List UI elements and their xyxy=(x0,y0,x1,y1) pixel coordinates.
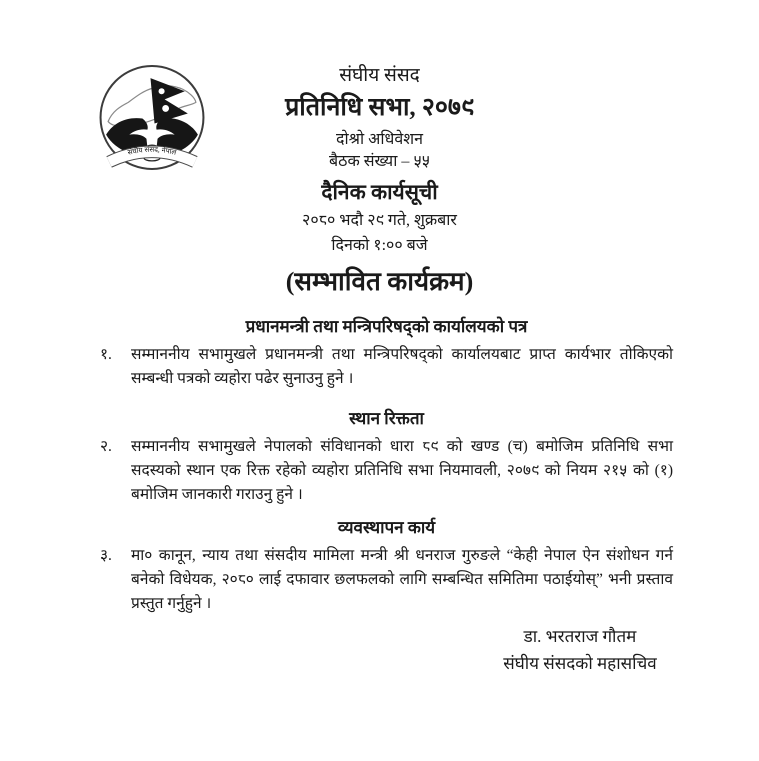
parliament-emblem-icon xyxy=(98,61,206,174)
meeting-date: २०८० भदौ २९ गते, शुक्रबार xyxy=(302,212,457,229)
organization-name: संघीय संसद xyxy=(339,65,420,86)
flag-sun xyxy=(162,105,169,112)
section-heading-seat-vacancy: स्थान रिक्तता xyxy=(349,409,424,428)
emblem-banner-text: संघीय संसद, नेपाल xyxy=(126,145,178,157)
agenda-item-number: २. xyxy=(100,438,112,455)
agenda-item-text: सम्माननीय सभामुखले नेपालको संविधानको धारा ८९ को खण्ड (च) बमोजिम प्रतिनिधि सभा सदस्यको स्थान एक रिक्त रहेको व्यहोरा प्रतिनिधि सभा नियमावली, २०७९ को नियम २१५ को (१) बमोजिम जानकारी गराउनु हुने । xyxy=(131,438,673,503)
signature-block xyxy=(455,623,705,677)
flag-moon xyxy=(159,88,165,94)
agenda-item-2 xyxy=(100,435,673,507)
assembly-title: प्रतिनिधि सभा, २०७९ xyxy=(285,94,474,121)
agenda-item-number: १. xyxy=(100,346,112,363)
signatory-title: संघीय संसदको महासचिव xyxy=(503,654,657,673)
session-label: दोश्रो अधिवेशन xyxy=(336,131,423,148)
meeting-number: बैठक संख्या – ५५ xyxy=(329,153,430,170)
agenda-item-text: मा० कानून, न्याय तथा संसदीय मामिला मन्त्री श्री धनराज गुरुङले “केही नेपाल ऐन संशोधन गर्न बनेको विधेयक, २०८० लाई दफावार छलफलको लागि सम्बन्धित समितिमा पठाईयोस्” भनी प्रस्ताव प्रस्तुत गर्नुहुने । xyxy=(131,547,673,612)
agenda-item-text: सम्माननीय सभामुखले प्रधानमन्त्री तथा मन्त्रिपरिषद्को कार्यालयबाट प्राप्त कार्यभार तोकिएको सम्बन्धी पत्रको व्यहोरा पढेर सुनाउनु हुने । xyxy=(131,346,673,387)
agenda-item-number: ३. xyxy=(100,547,112,564)
agenda-item-1 xyxy=(100,343,673,391)
program-title: (सम्भावित कार्यक्रम) xyxy=(285,267,474,296)
agenda-item-3 xyxy=(100,544,673,616)
section-heading-legislative-business: व्यवस्थापन कार्य xyxy=(337,518,436,537)
meeting-time: दिनको १:०० बजे xyxy=(331,237,428,254)
section-heading-pm-office-letter: प्रधानमन्त्री तथा मन्त्रिपरिषद्को कार्यालयको पत्र xyxy=(245,317,528,336)
document-title: दैनिक कार्यसूची xyxy=(321,180,438,204)
signatory-name: डा. भरतराज गौतम xyxy=(523,627,637,646)
